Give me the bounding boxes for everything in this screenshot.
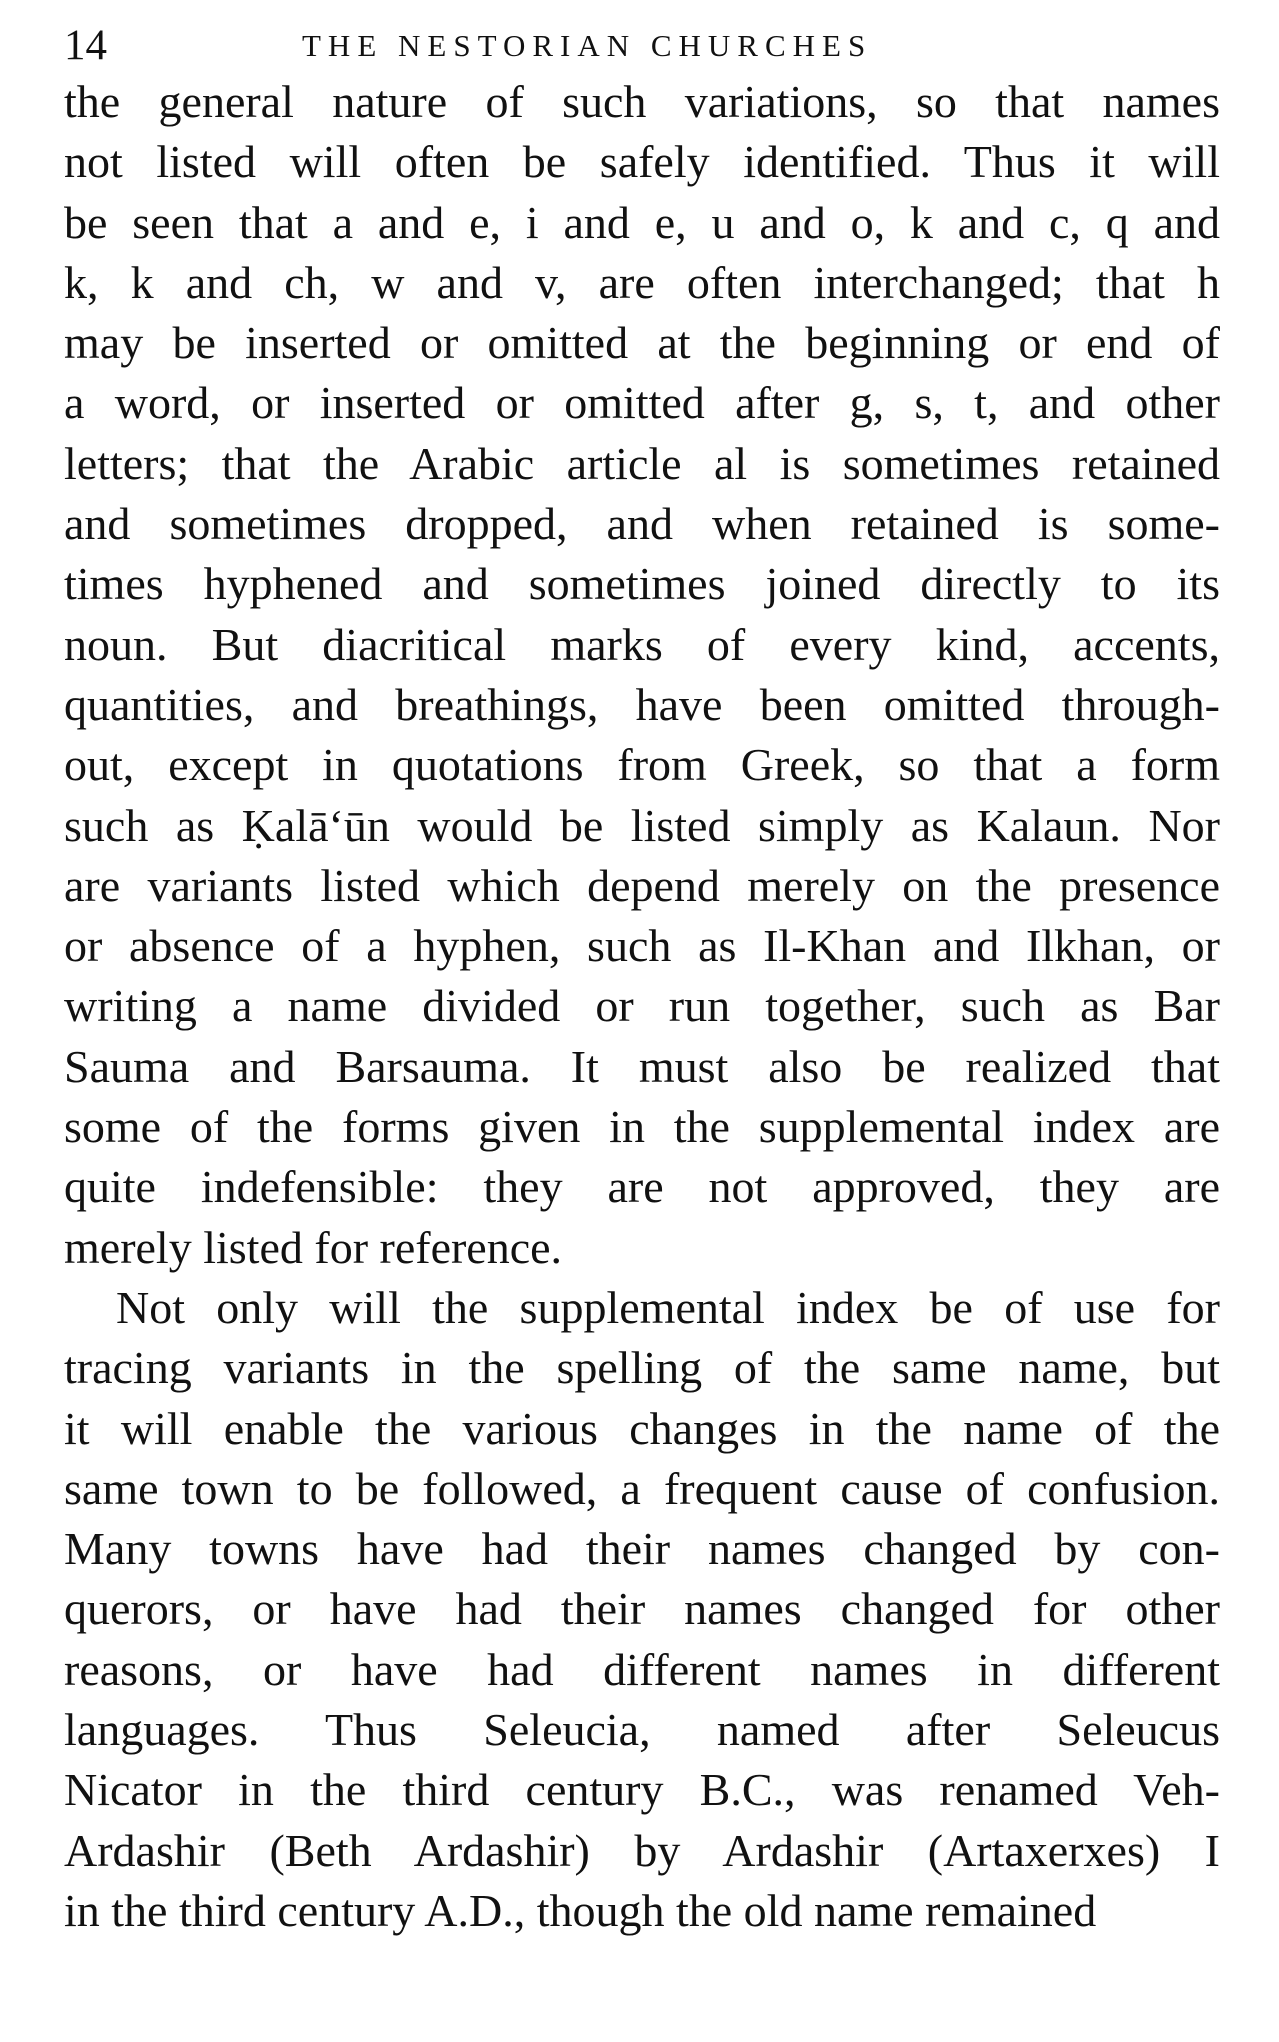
running-head bbox=[64, 20, 1220, 72]
text-line: not listed will often be safely identified. Thus it will bbox=[64, 136, 1220, 188]
text-line: out, except in quotations from Greek, so that a form bbox=[64, 739, 1220, 791]
text-line: the general nature of such variations, so that names bbox=[64, 76, 1220, 127]
text-line: Ardashir (Beth Ardashir) by Ardashir (Artaxerxes) I bbox=[64, 1824, 1220, 1876]
page-number: 14 bbox=[64, 22, 107, 69]
text-line: noun. But diacritical marks of every kind, accents, bbox=[64, 618, 1220, 670]
text-line: and sometimes dropped, and when retained is some- bbox=[64, 498, 1220, 550]
text-line: reasons, or have had different names in different bbox=[64, 1643, 1220, 1695]
text-line: a word, or inserted or omitted after g, s, t, and other bbox=[64, 377, 1220, 429]
text-line: some of the forms given in the supplemental index are bbox=[64, 1101, 1220, 1153]
text-line: Sauma and Barsauma. It must also be realized that bbox=[64, 1040, 1220, 1092]
text-line: languages. Thus Seleucia, named after Seleucus bbox=[64, 1704, 1220, 1756]
text-line: it will enable the various changes in the name of the bbox=[64, 1402, 1220, 1454]
text-line: k, k and ch, w and v, are often interchanged; that h bbox=[64, 256, 1220, 308]
body-text bbox=[64, 72, 1220, 1941]
text-line: Nicator in the third century B.C., was renamed Veh- bbox=[64, 1764, 1220, 1816]
running-title: THE NESTORIAN CHURCHES bbox=[302, 28, 873, 63]
book-page bbox=[64, 20, 1220, 1941]
text-line: Not only will the supplemental index be of use for bbox=[116, 1281, 1220, 1333]
text-line: writing a name divided or run together, such as Bar bbox=[64, 980, 1220, 1032]
text-line: quantities, and breathings, have been omitted through- bbox=[64, 678, 1220, 730]
text-line: quite indefensible: they are not approved, they are bbox=[64, 1161, 1220, 1213]
text-line: querors, or have had their names changed for other bbox=[64, 1583, 1220, 1635]
text-line: in the third century A.D., though the old name remained bbox=[64, 1884, 1097, 1936]
text-line: may be inserted or omitted at the beginning or end of bbox=[64, 317, 1220, 369]
text-line: tracing variants in the spelling of the same name, but bbox=[64, 1342, 1220, 1394]
text-line: merely listed for reference. bbox=[64, 1221, 563, 1273]
text-line: letters; that the Arabic article al is sometimes retained bbox=[64, 437, 1220, 489]
text-line: be seen that a and e, i and e, u and o, k and c, q and bbox=[64, 196, 1220, 248]
text-line: are variants listed which depend merely on the presence bbox=[64, 859, 1220, 911]
text-line: Many towns have had their names changed by con- bbox=[64, 1523, 1220, 1575]
paragraph-1 bbox=[64, 72, 1220, 1278]
text-line: such as Ḳalā‘ūn would be listed simply as Kalaun. Nor bbox=[64, 799, 1220, 851]
text-line: times hyphened and sometimes joined directly to its bbox=[64, 558, 1220, 610]
text-line: same town to be followed, a frequent cause of confusion. bbox=[64, 1462, 1220, 1514]
paragraph-2 bbox=[64, 1278, 1220, 1941]
text-line: or absence of a hyphen, such as Il-Khan and Ilkhan, or bbox=[64, 920, 1220, 972]
